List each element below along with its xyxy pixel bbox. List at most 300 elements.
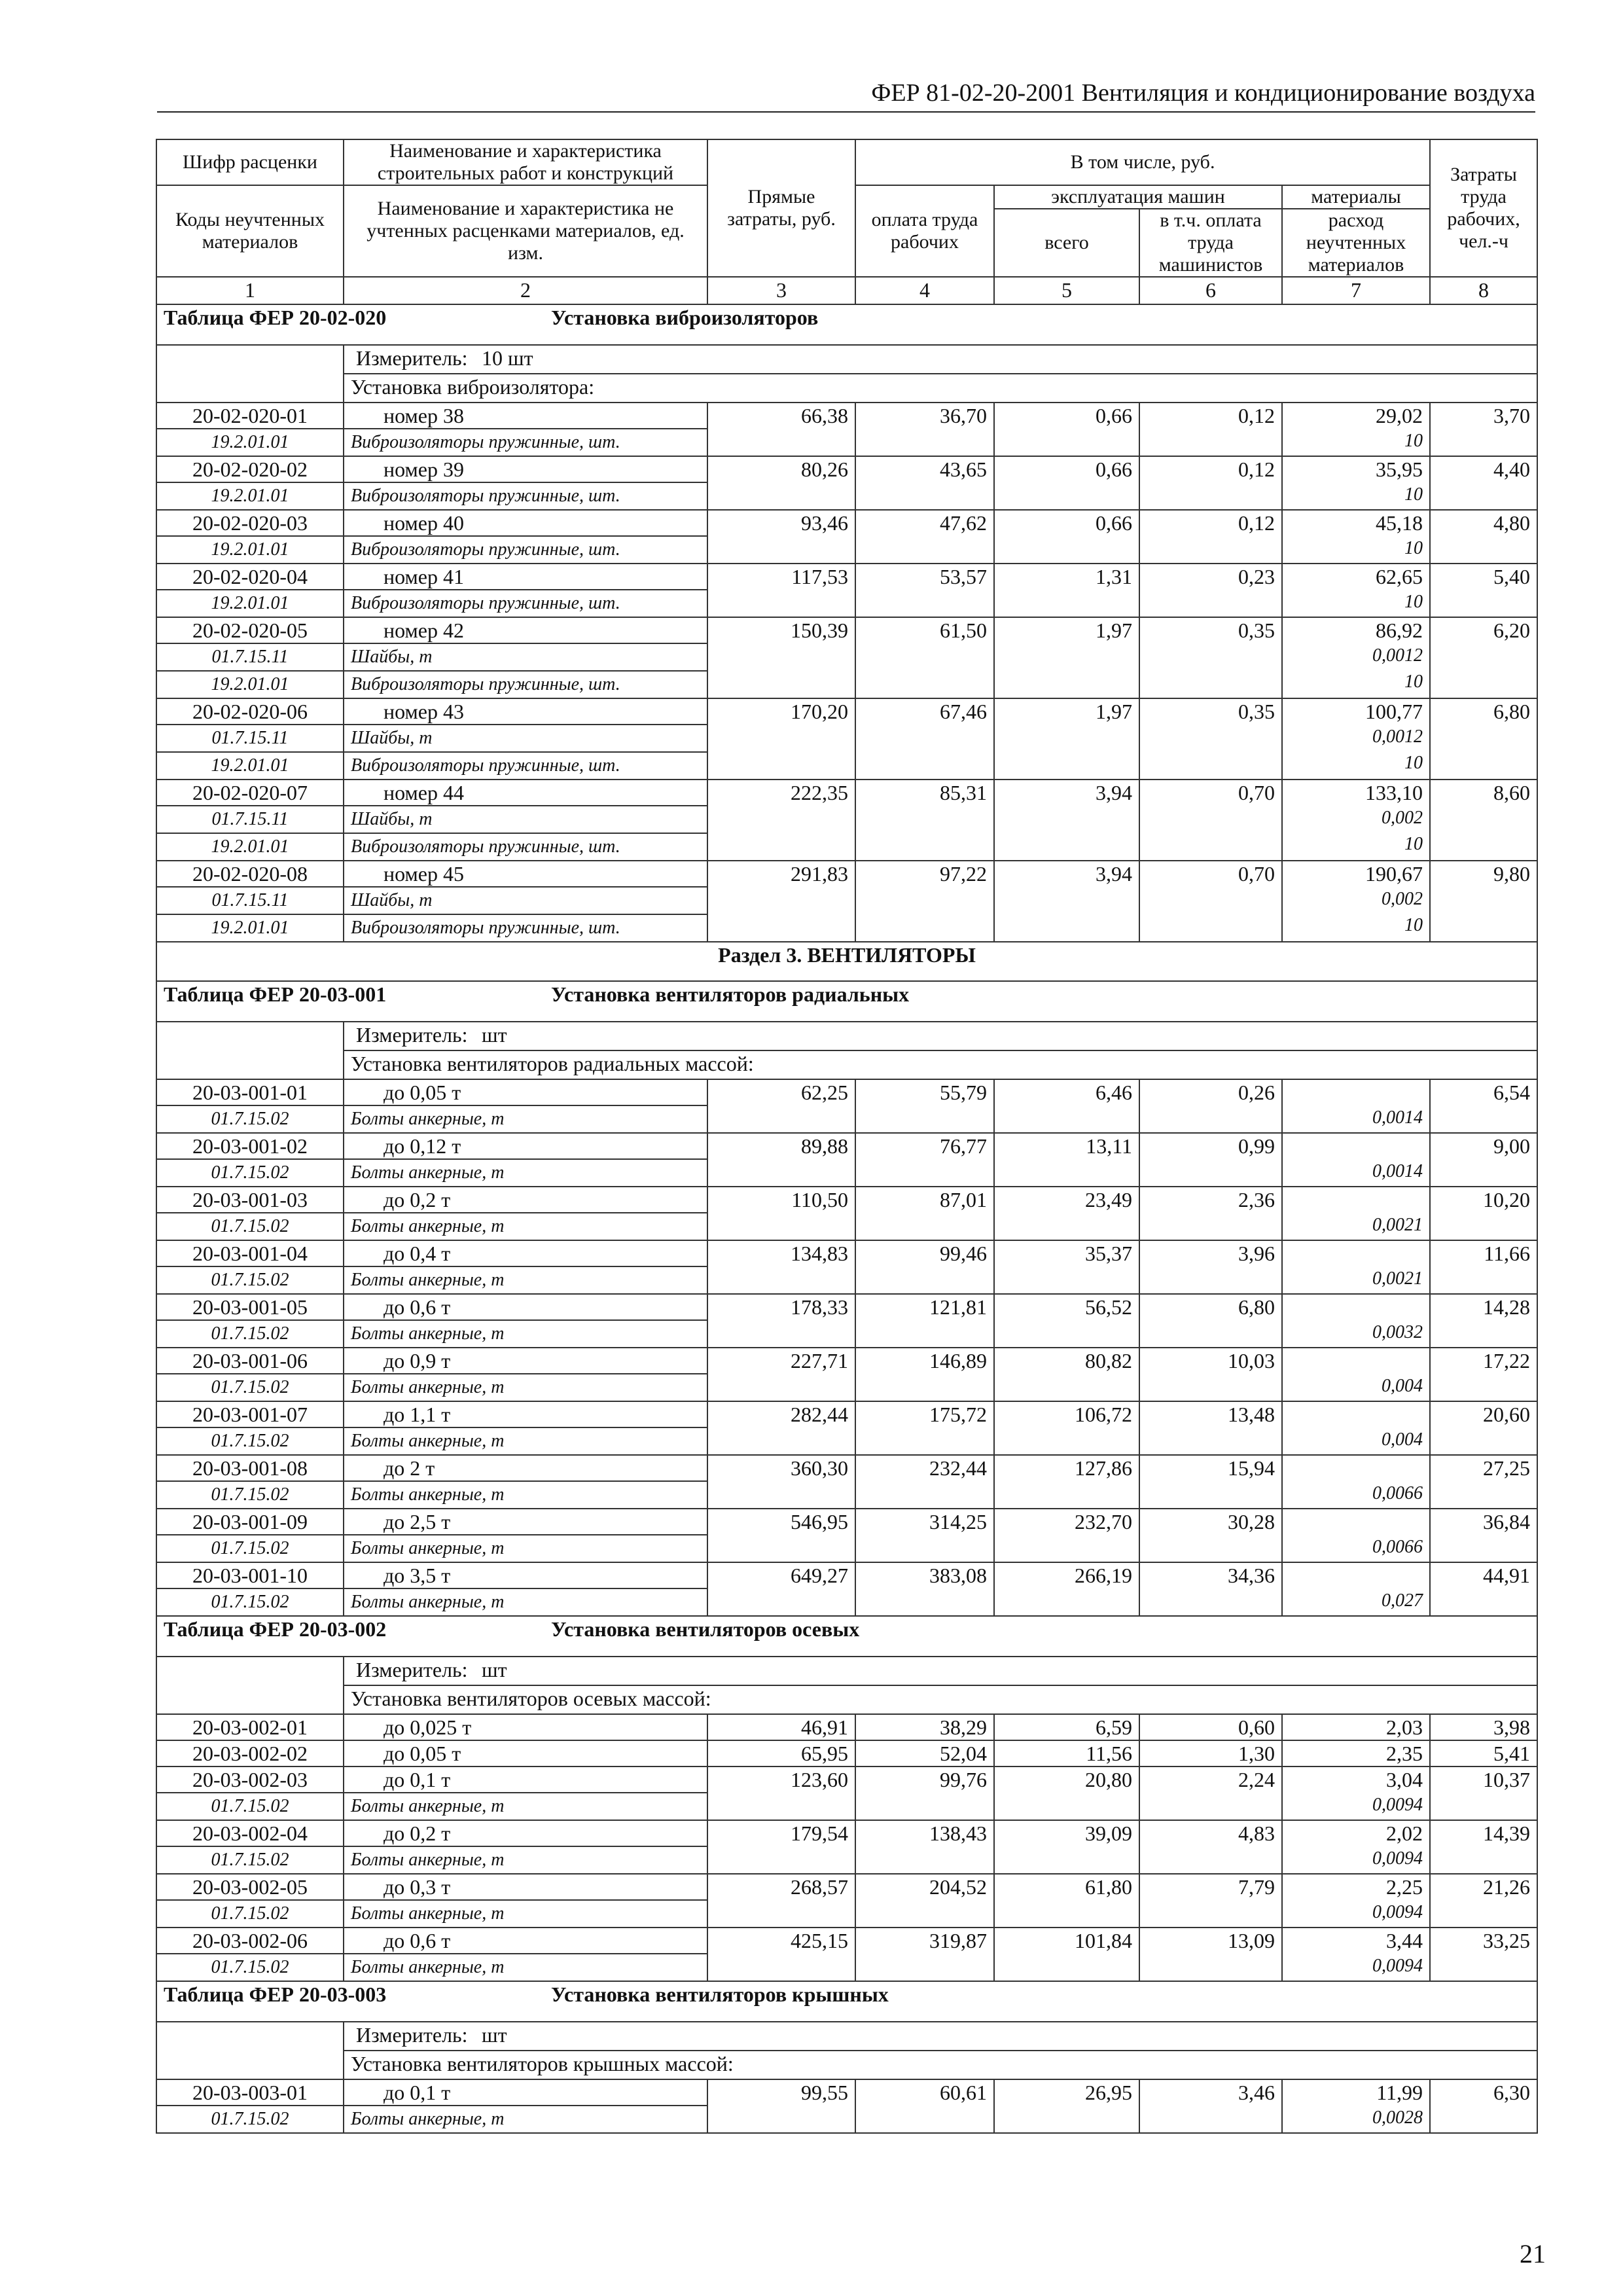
material-qty: 0,0021: [1372, 1268, 1423, 1289]
rate-code: 20-03-001-02: [156, 1133, 344, 1159]
labor-pay: 175,72: [855, 1401, 994, 1455]
measure-row: [156, 345, 1537, 374]
labor-cost: 3,70: [1430, 403, 1537, 456]
measure-row: [156, 2022, 1537, 2051]
table-row: [156, 2079, 1537, 2106]
col-header-machinists-pay: в т.ч. оплата труда машинистов: [1139, 209, 1282, 277]
col-number: 8: [1430, 277, 1537, 304]
rate-code: 20-03-002-04: [156, 1820, 344, 1846]
materials-cost: 29,02: [1376, 404, 1423, 427]
labor-cost: 27,25: [1430, 1455, 1537, 1509]
material-qty: 0,0012: [1372, 726, 1423, 747]
col-header-mat-name: Наименование и характеристика не учтенных расценками материалов, ед. изм.: [344, 185, 707, 277]
material-name: Болты анкерные, т: [344, 1535, 707, 1562]
machinists-pay: 0,35: [1139, 617, 1282, 698]
col-number: 3: [707, 277, 855, 304]
machinists-pay: 15,94: [1139, 1455, 1282, 1509]
measure-spacer: [156, 345, 344, 374]
labor-pay: 36,70: [855, 403, 994, 456]
labor-cost: 6,20: [1430, 617, 1537, 698]
materials-cell: [1282, 698, 1430, 780]
material-code: 19.2.01.01: [156, 536, 344, 564]
table-row: [156, 564, 1537, 590]
table-row: [156, 1401, 1537, 1427]
machines-total: 20,80: [994, 1767, 1139, 1820]
material-code: 01.7.15.02: [156, 1588, 344, 1616]
rate-name: номер 41: [344, 564, 707, 590]
labor-pay: 67,46: [855, 698, 994, 780]
machinists-pay: 30,28: [1139, 1509, 1282, 1562]
direct-cost: 649,27: [707, 1562, 855, 1616]
table-row: [156, 510, 1537, 536]
material-code: 01.7.15.02: [156, 1320, 344, 1348]
labor-cost: 10,37: [1430, 1767, 1537, 1820]
machines-total: 1,97: [994, 617, 1139, 698]
table-row: [156, 1740, 1537, 1767]
rate-name: до 0,2 т: [344, 1820, 707, 1846]
machinists-pay: 6,80: [1139, 1294, 1282, 1348]
materials-cost: [1289, 1295, 1423, 1319]
group-row: [156, 1685, 1537, 1714]
col-number: 5: [994, 277, 1139, 304]
material-qty: 0,0094: [1372, 1795, 1423, 1815]
materials-cell: [1282, 1767, 1430, 1820]
material-code: 19.2.01.01: [156, 482, 344, 510]
machinists-pay: 0,12: [1139, 456, 1282, 510]
labor-pay: 146,89: [855, 1348, 994, 1401]
table-title-row: [156, 1616, 1537, 1657]
table-row: [156, 861, 1537, 887]
labor-cost: 11,66: [1430, 1240, 1537, 1294]
rate-name: номер 43: [344, 698, 707, 725]
direct-cost: 62,25: [707, 1079, 855, 1133]
direct-cost: 360,30: [707, 1455, 855, 1509]
material-qty: 0,0012: [1372, 645, 1423, 666]
material-qty: 10: [1404, 538, 1423, 558]
group-label: Установка вентиляторов крышных массой:: [344, 2051, 1537, 2079]
direct-cost: 178,33: [707, 1294, 855, 1348]
rate-code: 20-03-002-03: [156, 1767, 344, 1793]
table-code: Таблица ФЕР 20-03-002: [164, 1617, 387, 1641]
rate-code: 20-03-002-06: [156, 1928, 344, 1954]
material-name: Болты анкерные, т: [344, 1266, 707, 1294]
rate-name: до 2,5 т: [344, 1509, 707, 1535]
machinists-pay: 0,26: [1139, 1079, 1282, 1133]
machinists-pay: 2,24: [1139, 1767, 1282, 1820]
materials-cost: 2,35: [1282, 1740, 1430, 1767]
materials-cost: 2,02: [1386, 1821, 1423, 1845]
rate-code: 20-03-001-10: [156, 1562, 344, 1588]
machines-total: 3,94: [994, 861, 1139, 942]
labor-cost: 4,40: [1430, 456, 1537, 510]
material-qty: 0,027: [1382, 1590, 1423, 1611]
direct-cost: 282,44: [707, 1401, 855, 1455]
materials-cost: 11,99: [1376, 2081, 1423, 2104]
rate-name: до 0,1 т: [344, 2079, 707, 2106]
machines-total: 56,52: [994, 1294, 1139, 1348]
direct-cost: 117,53: [707, 564, 855, 617]
machines-total: 266,19: [994, 1562, 1139, 1616]
material-name: Болты анкерные, т: [344, 1481, 707, 1509]
col-number: 2: [344, 277, 707, 304]
rate-name: до 0,6 т: [344, 1928, 707, 1954]
table-row: [156, 456, 1537, 482]
table-row: [156, 1928, 1537, 1954]
table-title-row: [156, 304, 1537, 345]
material-qty: 0,0028: [1372, 2108, 1423, 2128]
labor-pay: 87,01: [855, 1187, 994, 1240]
material-qty: 0,0014: [1372, 1107, 1423, 1128]
table-row: [156, 403, 1537, 429]
material-qty: 10: [1404, 915, 1423, 935]
material-code: 01.7.15.11: [156, 806, 344, 833]
machinists-pay: 4,83: [1139, 1820, 1282, 1874]
labor-cost: 5,41: [1430, 1740, 1537, 1767]
material-name: Болты анкерные, т: [344, 1213, 707, 1240]
rate-name: номер 39: [344, 456, 707, 482]
labor-cost: 33,25: [1430, 1928, 1537, 1981]
labor-cost: 14,39: [1430, 1820, 1537, 1874]
table-row: [156, 1562, 1537, 1588]
rate-name: до 0,6 т: [344, 1294, 707, 1320]
rate-code: 20-03-001-06: [156, 1348, 344, 1374]
rate-code: 20-03-001-01: [156, 1079, 344, 1105]
table-row: [156, 1455, 1537, 1481]
measure-label: Измеритель:: [356, 346, 468, 370]
rate-code: 20-02-020-03: [156, 510, 344, 536]
measure-cell: [344, 1022, 1537, 1050]
rate-code: 20-02-020-06: [156, 698, 344, 725]
direct-cost: 110,50: [707, 1187, 855, 1240]
materials-cost: 86,92: [1376, 619, 1423, 642]
materials-cost: 62,65: [1376, 565, 1423, 588]
table-name: Установка вентиляторов радиальных: [551, 982, 910, 1006]
material-code: 01.7.15.02: [156, 1900, 344, 1928]
material-code: 19.2.01.01: [156, 590, 344, 617]
materials-cost: [1289, 1509, 1423, 1534]
labor-cost: 6,54: [1430, 1079, 1537, 1133]
machinists-pay: 0,70: [1139, 780, 1282, 861]
table-title: [156, 1616, 1537, 1657]
labor-cost: 17,22: [1430, 1348, 1537, 1401]
materials-cost: [1289, 1456, 1423, 1480]
materials-cell: [1282, 1133, 1430, 1187]
material-name: Болты анкерные, т: [344, 1588, 707, 1616]
labor-pay: 232,44: [855, 1455, 994, 1509]
direct-cost: 179,54: [707, 1820, 855, 1874]
machinists-pay: 0,23: [1139, 564, 1282, 617]
materials-cost: [1289, 1134, 1423, 1158]
material-qty: 0,0021: [1372, 1215, 1423, 1235]
materials-cell: [1282, 456, 1430, 510]
material-code: 19.2.01.01: [156, 752, 344, 780]
machinists-pay: 0,35: [1139, 698, 1282, 780]
machines-total: 1,31: [994, 564, 1139, 617]
machines-total: 106,72: [994, 1401, 1139, 1455]
materials-cell: [1282, 861, 1430, 942]
material-qty: 10: [1404, 834, 1423, 854]
group-label: Установка вентиляторов радиальных массой:: [344, 1050, 1537, 1079]
rate-name: до 0,05 т: [344, 1740, 707, 1767]
machinists-pay: 0,60: [1139, 1714, 1282, 1740]
labor-pay: 314,25: [855, 1509, 994, 1562]
materials-cell: [1282, 1348, 1430, 1401]
measure-cell: [344, 1657, 1537, 1685]
machinists-pay: 1,30: [1139, 1740, 1282, 1767]
materials-cost: 2,03: [1282, 1714, 1430, 1740]
material-qty: 0,004: [1382, 1376, 1423, 1396]
materials-cost: [1289, 1563, 1423, 1588]
rate-name: до 1,1 т: [344, 1401, 707, 1427]
rate-code: 20-03-003-01: [156, 2079, 344, 2106]
materials-cost: 190,67: [1365, 862, 1423, 886]
measure-row: [156, 1022, 1537, 1050]
table-row: [156, 1348, 1537, 1374]
material-name: Болты анкерные, т: [344, 1846, 707, 1874]
materials-cell: [1282, 1820, 1430, 1874]
machinists-pay: 0,99: [1139, 1133, 1282, 1187]
labor-pay: 60,61: [855, 2079, 994, 2133]
col-header-machines: эксплуатация машин: [994, 185, 1282, 209]
material-name: Болты анкерные, т: [344, 1320, 707, 1348]
labor-pay: 38,29: [855, 1714, 994, 1740]
col-header-code: Шифр расценки: [156, 139, 344, 185]
rate-name: до 0,025 т: [344, 1714, 707, 1740]
measure-value: 10 шт: [482, 346, 533, 370]
machinists-pay: 0,12: [1139, 403, 1282, 456]
machines-total: 0,66: [994, 456, 1139, 510]
materials-cost: [1289, 1187, 1423, 1212]
table-title-row: [156, 1981, 1537, 2022]
rate-code: 20-03-002-05: [156, 1874, 344, 1900]
rate-name: до 0,3 т: [344, 1874, 707, 1900]
table-title: [156, 981, 1537, 1022]
machinists-pay: 13,48: [1139, 1401, 1282, 1455]
labor-cost: 44,91: [1430, 1562, 1537, 1616]
rate-name: номер 42: [344, 617, 707, 643]
table-row: [156, 1714, 1537, 1740]
group-spacer: [156, 374, 344, 403]
machines-total: 23,49: [994, 1187, 1139, 1240]
group-row: [156, 2051, 1537, 2079]
running-header: ФЕР 81-02-20-2001 Вентиляция и кондиционирование воздуха: [157, 77, 1535, 113]
materials-cost: [1289, 1348, 1423, 1373]
materials-cell: [1282, 403, 1430, 456]
direct-cost: 546,95: [707, 1509, 855, 1562]
material-name: Виброизоляторы пружинные, шт.: [344, 833, 707, 861]
rate-name: до 2 т: [344, 1455, 707, 1481]
machinists-pay: 34,36: [1139, 1562, 1282, 1616]
material-code: 01.7.15.02: [156, 1159, 344, 1187]
measure-spacer: [156, 1657, 344, 1685]
table-row: [156, 1240, 1537, 1266]
labor-pay: 99,46: [855, 1240, 994, 1294]
machines-total: 0,66: [994, 403, 1139, 456]
labor-pay: 138,43: [855, 1820, 994, 1874]
page-number: 21: [1520, 2239, 1546, 2269]
labor-pay: 61,50: [855, 617, 994, 698]
material-name: Болты анкерные, т: [344, 1900, 707, 1928]
material-name: Виброизоляторы пружинные, шт.: [344, 482, 707, 510]
labor-cost: 3,98: [1430, 1714, 1537, 1740]
group-spacer: [156, 1685, 344, 1714]
labor-cost: 9,00: [1430, 1133, 1537, 1187]
labor-pay: 383,08: [855, 1562, 994, 1616]
materials-cell: [1282, 1240, 1430, 1294]
machines-total: 61,80: [994, 1874, 1139, 1928]
labor-cost: 5,40: [1430, 564, 1537, 617]
material-code: 19.2.01.01: [156, 429, 344, 456]
direct-cost: 46,91: [707, 1714, 855, 1740]
material-name: Шайбы, т: [344, 725, 707, 752]
col-header-materials: материалы: [1282, 185, 1430, 209]
materials-cell: [1282, 1874, 1430, 1928]
measure-cell: [344, 345, 1537, 374]
materials-cell: [1282, 1079, 1430, 1133]
material-code: 19.2.01.01: [156, 914, 344, 942]
material-code: 01.7.15.11: [156, 643, 344, 671]
col-number: 6: [1139, 277, 1282, 304]
direct-cost: 123,60: [707, 1767, 855, 1820]
direct-cost: 268,57: [707, 1874, 855, 1928]
group-row: [156, 1050, 1537, 1079]
rate-code: 20-02-020-01: [156, 403, 344, 429]
material-name: Виброизоляторы пружинные, шт.: [344, 914, 707, 942]
material-code: 19.2.01.01: [156, 671, 344, 698]
material-qty: 10: [1404, 753, 1423, 773]
machines-total: 3,94: [994, 780, 1139, 861]
measure-value: шт: [482, 2023, 507, 2047]
material-name: Болты анкерные, т: [344, 1159, 707, 1187]
rate-name: до 0,9 т: [344, 1348, 707, 1374]
col-header-name: Наименование и характеристика строительных работ и конструкций: [344, 139, 707, 185]
rate-name: номер 40: [344, 510, 707, 536]
material-name: Болты анкерные, т: [344, 1954, 707, 1981]
labor-pay: 97,22: [855, 861, 994, 942]
rate-code: 20-03-001-05: [156, 1294, 344, 1320]
materials-cell: [1282, 617, 1430, 698]
table-name: Установка вентиляторов осевых: [551, 1617, 860, 1641]
machines-total: 26,95: [994, 2079, 1139, 2133]
labor-pay: 47,62: [855, 510, 994, 564]
material-name: Болты анкерные, т: [344, 2106, 707, 2133]
measure-label: Измеритель:: [356, 1658, 468, 1681]
labor-pay: 52,04: [855, 1740, 994, 1767]
materials-cell: [1282, 1401, 1430, 1455]
rate-code: 20-03-002-01: [156, 1714, 344, 1740]
measure-label: Измеритель:: [356, 1023, 468, 1047]
material-name: Виброизоляторы пружинные, шт.: [344, 752, 707, 780]
material-code: 01.7.15.02: [156, 1793, 344, 1820]
material-qty: 0,0066: [1372, 1483, 1423, 1503]
machinists-pay: 7,79: [1139, 1874, 1282, 1928]
measure-value: шт: [482, 1023, 507, 1047]
labor-cost: 10,20: [1430, 1187, 1537, 1240]
table-name: Установка вентиляторов крышных: [551, 1982, 889, 2006]
machines-total: 39,09: [994, 1820, 1139, 1874]
materials-cost: 133,10: [1365, 781, 1423, 804]
rate-name: номер 44: [344, 780, 707, 806]
direct-cost: 65,95: [707, 1740, 855, 1767]
labor-cost: 4,80: [1430, 510, 1537, 564]
rate-code: 20-02-020-05: [156, 617, 344, 643]
table-row: [156, 1820, 1537, 1846]
material-name: Болты анкерные, т: [344, 1427, 707, 1455]
labor-pay: 99,76: [855, 1767, 994, 1820]
material-code: 01.7.15.02: [156, 1427, 344, 1455]
table-row: [156, 1079, 1537, 1105]
col-number: 4: [855, 277, 994, 304]
labor-cost: 20,60: [1430, 1401, 1537, 1455]
col-header-machines-total: всего: [994, 209, 1139, 277]
measure-row: [156, 1657, 1537, 1685]
material-qty: 0,0066: [1372, 1537, 1423, 1557]
machines-total: 35,37: [994, 1240, 1139, 1294]
material-qty: 0,004: [1382, 1429, 1423, 1450]
material-qty: 10: [1404, 484, 1423, 505]
col-header-labor-pay: оплата труда рабочих: [855, 185, 994, 277]
rate-name: до 0,2 т: [344, 1187, 707, 1213]
measure-label: Измеритель:: [356, 2023, 468, 2047]
labor-cost: 21,26: [1430, 1874, 1537, 1928]
material-name: Болты анкерные, т: [344, 1105, 707, 1133]
materials-cell: [1282, 1509, 1430, 1562]
labor-pay: 43,65: [855, 456, 994, 510]
material-code: 01.7.15.02: [156, 1374, 344, 1401]
group-spacer: [156, 1050, 344, 1079]
material-name: Виброизоляторы пружинные, шт.: [344, 671, 707, 698]
direct-cost: 89,88: [707, 1133, 855, 1187]
labor-pay: 76,77: [855, 1133, 994, 1187]
machinists-pay: 2,36: [1139, 1187, 1282, 1240]
materials-cell: [1282, 780, 1430, 861]
material-name: Болты анкерные, т: [344, 1374, 707, 1401]
material-code: 01.7.15.11: [156, 887, 344, 914]
table-code: Таблица ФЕР 20-03-003: [164, 1982, 387, 2006]
labor-pay: 85,31: [855, 780, 994, 861]
direct-cost: 170,20: [707, 698, 855, 780]
labor-pay: 53,57: [855, 564, 994, 617]
col-number: 7: [1282, 277, 1430, 304]
material-code: 01.7.15.02: [156, 1266, 344, 1294]
machines-total: 6,46: [994, 1079, 1139, 1133]
price-table: [156, 139, 1538, 2134]
material-qty: 0,0032: [1372, 1322, 1423, 1342]
labor-pay: 55,79: [855, 1079, 994, 1133]
col-header-incl: В том числе, руб.: [855, 139, 1430, 185]
materials-cost: [1289, 1241, 1423, 1266]
material-code: 01.7.15.02: [156, 1105, 344, 1133]
direct-cost: 99,55: [707, 2079, 855, 2133]
materials-cost: 3,04: [1386, 1768, 1423, 1791]
machines-total: 11,56: [994, 1740, 1139, 1767]
table-title: [156, 304, 1537, 345]
table-row: [156, 1294, 1537, 1320]
materials-cell: [1282, 2079, 1430, 2133]
measure-spacer: [156, 2022, 344, 2051]
material-qty: 0,0094: [1372, 1902, 1423, 1922]
material-code: 01.7.15.02: [156, 1954, 344, 1981]
material-qty: 0,002: [1382, 808, 1423, 828]
machines-total: 101,84: [994, 1928, 1139, 1981]
labor-cost: 6,80: [1430, 698, 1537, 780]
machinists-pay: 0,70: [1139, 861, 1282, 942]
material-code: 01.7.15.02: [156, 2106, 344, 2133]
table-title: [156, 1981, 1537, 2022]
rate-code: 20-02-020-08: [156, 861, 344, 887]
labor-pay: 204,52: [855, 1874, 994, 1928]
rate-code: 20-03-001-04: [156, 1240, 344, 1266]
